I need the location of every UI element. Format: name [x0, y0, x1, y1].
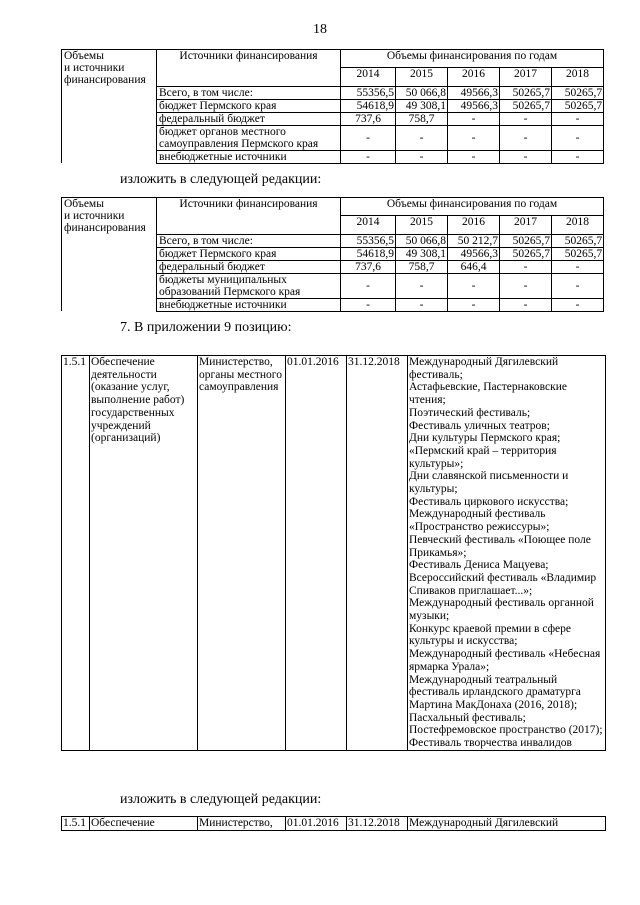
table-row — [62, 260, 604, 273]
value-cell: - — [396, 150, 448, 163]
source-cell: федеральный бюджет — [157, 260, 341, 273]
value-cell: 50265,7 — [552, 234, 604, 247]
value-cell: 50265,7 — [500, 234, 552, 247]
value-cell: 49 308,1 — [396, 247, 448, 260]
value-cell: - — [448, 125, 500, 150]
sources-header: Источники финансирования — [157, 50, 341, 87]
value-cell: - — [500, 260, 552, 273]
source-cell: федеральный бюджет — [157, 112, 341, 125]
value-cell: 50265,7 — [500, 99, 552, 112]
value-cell: - — [500, 298, 552, 311]
event-item: Певческий фестиваль «Поющее поле Прикамья»; — [409, 533, 591, 559]
value-cell: 758,7 — [396, 112, 448, 125]
value-cell: - — [552, 150, 604, 163]
table-row — [62, 112, 604, 125]
year-cell: 2016 — [448, 216, 500, 234]
year-cell: 2015 — [396, 216, 448, 234]
source-cell: бюджеты муниципальных образований Пермского края — [157, 273, 341, 298]
value-cell: 49 308,1 — [396, 99, 448, 112]
position-end-date: 31.12.2018 — [347, 817, 408, 831]
event-item: Конкурс краевой премии в сфере культуры и искусства; — [409, 622, 572, 648]
year-cell: 2017 — [500, 216, 552, 234]
position-start-date: 01.01.2016 — [286, 356, 347, 751]
value-cell: - — [552, 112, 604, 125]
year-cell: 2018 — [552, 68, 604, 86]
value-cell: - — [552, 298, 604, 311]
value-cell: - — [396, 298, 448, 311]
value-cell: 758,7 — [396, 260, 448, 273]
paragraph-new-edition-2: изложить в следующей редакции: — [120, 792, 322, 807]
value-cell: - — [448, 298, 500, 311]
position-start-date: 01.01.2016 — [286, 817, 347, 831]
table-row — [62, 234, 604, 247]
position-number: 1.5.1 — [62, 817, 90, 831]
position-executor: Министерство, — [198, 817, 286, 831]
event-item: Международный Дягилевский фестиваль; — [409, 356, 559, 381]
source-cell: бюджет органов местного самоуправления Пермского края — [157, 125, 341, 150]
value-cell: 737,6 — [341, 260, 396, 273]
value-cell: - — [396, 125, 448, 150]
event-item: Постефремовское пространство (2017); — [409, 724, 603, 737]
year-cell: 2014 — [341, 216, 396, 234]
table-row — [62, 247, 604, 260]
source-cell: Всего, в том числе: — [157, 86, 341, 99]
event-item: Фестиваль Дениса Мацуева; — [409, 559, 549, 572]
event-item: Дни славянской письменности и культуры; — [409, 470, 569, 496]
value-cell: 50 066,8 — [396, 86, 448, 99]
position-number: 1.5.1 — [62, 356, 90, 751]
page-number: 18 — [313, 22, 327, 37]
table-row — [62, 150, 604, 163]
event-item: Фестиваль циркового искусства; — [409, 495, 569, 508]
value-cell: 737,6 — [341, 112, 396, 125]
value-cell: 55356,5 — [341, 86, 396, 99]
value-cell: 49566,3 — [448, 99, 500, 112]
value-cell: 55356,5 — [341, 234, 396, 247]
value-cell: - — [552, 273, 604, 298]
value-cell: 646,4 — [448, 260, 500, 273]
position-table-old — [61, 355, 606, 751]
table-row — [62, 125, 604, 150]
position-table-new — [61, 816, 606, 831]
value-cell: 50265,7 — [500, 247, 552, 260]
value-cell: 50 066,8 — [396, 234, 448, 247]
source-cell: Всего, в том числе: — [157, 234, 341, 247]
table-row — [62, 356, 606, 751]
event-item: Поэтический фестиваль; — [409, 406, 531, 419]
value-cell: - — [396, 273, 448, 298]
year-cell: 2014 — [341, 68, 396, 86]
value-cell: - — [448, 112, 500, 125]
position-executor: Министерство, органы местного самоуправления — [198, 356, 286, 751]
value-cell: 54618,9 — [341, 99, 396, 112]
value-cell: - — [448, 273, 500, 298]
table-row — [62, 817, 606, 831]
source-cell: бюджет Пермского края — [157, 99, 341, 112]
event-item: Международный фестиваль органной музыки; — [409, 597, 594, 623]
value-cell: - — [341, 273, 396, 298]
value-cell: 50265,7 — [500, 86, 552, 99]
value-cell: 50 212,7 — [448, 234, 500, 247]
financing-table-old — [61, 49, 604, 164]
paragraph-new-edition-1: изложить в следующей редакции: — [120, 172, 322, 187]
value-cell: - — [448, 150, 500, 163]
event-item: Международный фестиваль «Небесная ярмарка Урала»; — [409, 648, 601, 673]
financing-table-new — [61, 197, 604, 312]
source-cell: внебюджетные источники — [157, 298, 341, 311]
event-item: Фестиваль уличных театров; — [409, 419, 550, 432]
event-item: Всероссийский фестиваль «Владимир Спиваков приглашает...»; — [409, 571, 597, 597]
value-cell: 49566,3 — [448, 247, 500, 260]
financing-label: Объемы и источники финансирования — [62, 50, 157, 87]
sources-header: Источники финансирования — [157, 198, 341, 235]
value-cell: - — [500, 273, 552, 298]
event-item: Пасхальный фестиваль; — [409, 711, 526, 724]
year-cell: 2018 — [552, 216, 604, 234]
years-header: Объемы финансирования по годам — [341, 50, 604, 68]
value-cell: 50265,7 — [552, 86, 604, 99]
year-cell: 2017 — [500, 68, 552, 86]
value-cell: - — [500, 150, 552, 163]
value-cell: - — [500, 125, 552, 150]
financing-label: Объемы и источники финансирования — [62, 198, 157, 235]
position-end-date: 31.12.2018 — [347, 356, 408, 751]
position-name: Обеспечение — [90, 817, 198, 831]
event-item: «Пермский край – территория культуры»; — [409, 444, 557, 470]
event-item: Дни культуры Пермского края; — [409, 432, 561, 445]
value-cell: - — [341, 150, 396, 163]
event-item: Фестиваль творчества инвалидов — [409, 737, 572, 750]
source-cell: бюджет Пермского края — [157, 247, 341, 260]
value-cell: - — [341, 298, 396, 311]
value-cell: 50265,7 — [552, 247, 604, 260]
year-cell: 2015 — [396, 68, 448, 86]
value-cell: - — [552, 125, 604, 150]
value-cell: 54618,9 — [341, 247, 396, 260]
year-cell: 2016 — [448, 68, 500, 86]
table-row — [62, 86, 604, 99]
value-cell: - — [341, 125, 396, 150]
position-event: Международный Дягилевский — [408, 817, 606, 831]
table-row — [62, 298, 604, 311]
event-item: Международный фестиваль «Пространство режиссуры»; — [409, 508, 550, 534]
value-cell: 50265,7 — [552, 99, 604, 112]
event-item: Международный театральный фестиваль ирландского драматурга Мартина МакДонаха (2016, 2018); — [409, 673, 581, 711]
source-cell: внебюджетные источники — [157, 150, 341, 163]
paragraph-appendix-9: 7. В приложении 9 позицию: — [120, 320, 292, 335]
event-item: Астафьевские, Пастернаковские чтения; — [409, 381, 567, 407]
value-cell: - — [500, 112, 552, 125]
years-header: Объемы финансирования по годам — [341, 198, 604, 216]
position-name: Обеспечение деятельности (оказание услуг, выполнение работ) государственных учреждений (организаций) — [90, 356, 198, 751]
value-cell: - — [552, 260, 604, 273]
table-row — [62, 99, 604, 112]
value-cell: 49566,3 — [448, 86, 500, 99]
table-row — [62, 273, 604, 298]
position-events — [408, 356, 606, 751]
